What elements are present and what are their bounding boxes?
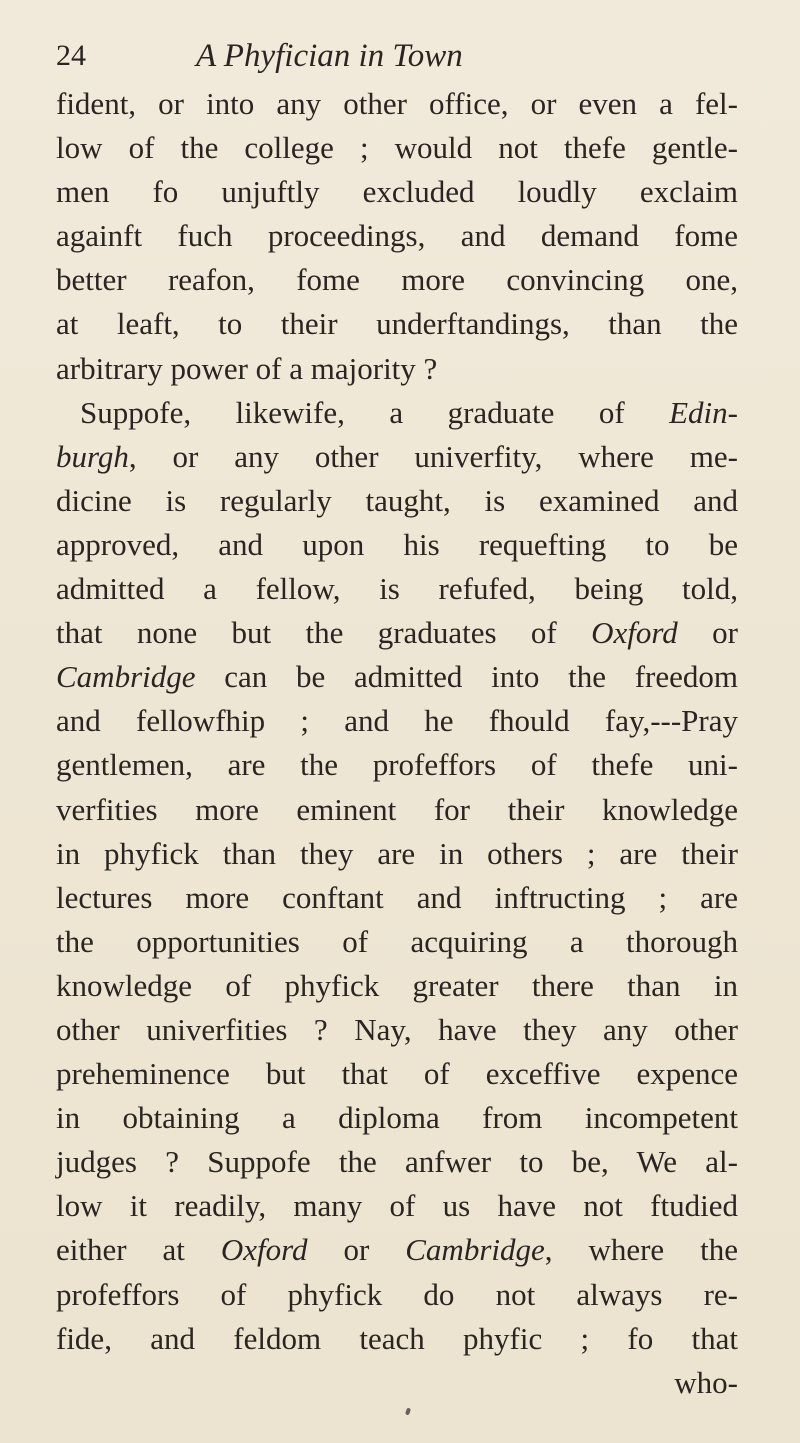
text-line — [56, 876, 738, 920]
text-line — [56, 435, 738, 479]
page-number: 24 — [56, 39, 86, 72]
text-run: , where the — [544, 1232, 738, 1268]
running-head: A Phyfician in Town — [196, 38, 463, 74]
text-run: lectures more conftant and inftructing ; are — [56, 879, 738, 915]
text-line — [56, 479, 738, 523]
text-line — [56, 126, 738, 170]
text-run: can be admitted into the freedom — [195, 659, 738, 695]
text-line — [56, 1008, 738, 1052]
page-header — [56, 36, 706, 76]
text-line — [56, 1096, 738, 1140]
text-run: low of the college ; would not thefe gentle- — [56, 130, 738, 166]
text-run: , or any other univerfity, where me- — [128, 438, 738, 474]
italic-text-run: burgh — [56, 438, 129, 474]
text-line — [56, 302, 738, 346]
text-line — [56, 1140, 738, 1184]
italic-text-run: Edin- — [669, 394, 738, 430]
text-line — [56, 832, 738, 876]
text-run: in phyfick than they are in others ; are their — [56, 835, 738, 871]
text-line — [56, 655, 738, 699]
text-line — [56, 567, 738, 611]
text-line — [56, 170, 738, 214]
text-line — [56, 1228, 738, 1272]
text-run: judges ? Suppofe the anfwer to be, We al- — [56, 1144, 738, 1180]
text-run: verfities more eminent for their knowledge — [56, 791, 738, 827]
italic-text-run: Oxford — [591, 615, 678, 651]
text-run: againft fuch proceedings, and demand fome — [56, 218, 738, 254]
text-line — [56, 214, 738, 258]
italic-text-run: Oxford — [220, 1232, 308, 1268]
text-line — [56, 964, 738, 1008]
text-run: fide, and feldom teach phyfic ; fo that — [56, 1320, 738, 1356]
text-line — [56, 1184, 738, 1228]
text-run: other univerfities ? Nay, have they any other — [56, 1011, 738, 1047]
text-line — [56, 347, 738, 391]
text-line — [56, 1361, 738, 1405]
text-run: who- — [674, 1364, 738, 1400]
text-run: and fellowfhip ; and he fhould fay,---Pray — [56, 703, 738, 739]
text-run: that none but the graduates of — [56, 615, 592, 651]
text-line — [56, 743, 738, 787]
text-run: at leaft, to their underftandings, than the — [56, 306, 738, 342]
text-line — [56, 258, 738, 302]
text-run: admitted a fellow, is refufed, being told, — [56, 571, 738, 607]
italic-text-run: Cambridge — [405, 1232, 545, 1268]
italic-text-run: Cambridge — [56, 659, 196, 695]
text-run: low it readily, many of us have not ftudied — [56, 1188, 738, 1224]
text-line — [56, 1052, 738, 1096]
text-line — [56, 391, 738, 435]
text-run: better reafon, fome more convincing one, — [56, 262, 738, 298]
text-run: profeffors of phyfick do not always re- — [56, 1276, 738, 1312]
text-run: preheminence but that of exceffive expence — [56, 1056, 738, 1092]
text-line — [56, 920, 738, 964]
text-line — [56, 82, 738, 126]
text-line — [56, 1273, 738, 1317]
text-line — [56, 1317, 738, 1361]
text-run: knowledge of phyfick greater there than in — [56, 967, 738, 1003]
body-text — [56, 82, 738, 1405]
text-run: dicine is regularly taught, is examined and — [56, 482, 738, 518]
text-run: approved, and upon his requefting to be — [56, 526, 738, 562]
text-run: gentlemen, are the profeffors of thefe uni- — [56, 747, 738, 783]
text-line — [56, 699, 738, 743]
text-run: in obtaining a diploma from incompetent — [56, 1100, 738, 1136]
text-run: arbitrary power of a majority ? — [56, 350, 438, 386]
text-run: men fo unjuftly excluded loudly exclaim — [56, 174, 738, 210]
text-run: either at — [56, 1232, 221, 1268]
text-run: or — [307, 1232, 406, 1268]
text-line — [56, 523, 738, 567]
text-run: fident, or into any other office, or even a fel- — [56, 86, 738, 121]
ink-speck — [405, 1408, 411, 1416]
text-run: Suppofe, likewife, a graduate of — [80, 394, 670, 430]
text-line — [56, 611, 738, 655]
text-line — [56, 788, 738, 832]
text-run: the opportunities of acquiring a thorough — [56, 923, 738, 959]
text-run: or — [677, 615, 738, 651]
